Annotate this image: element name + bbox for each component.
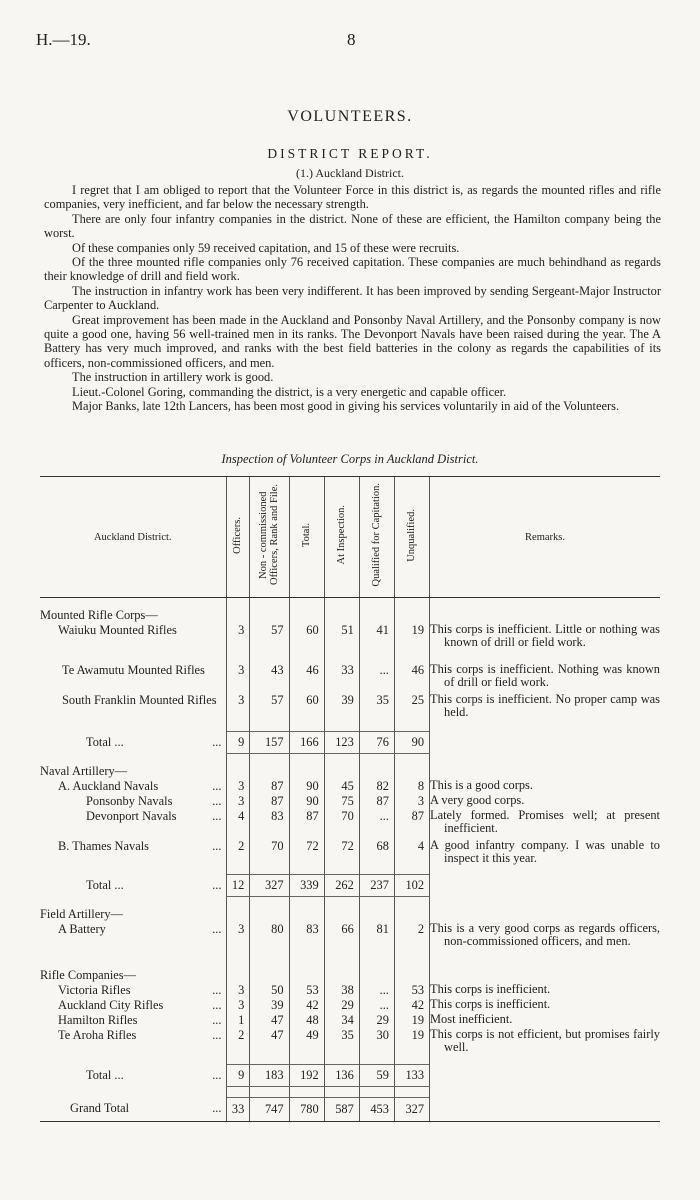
officers-cell: 12: [226, 875, 250, 897]
leader-dots: ...: [212, 983, 222, 997]
paragraph: I regret that I am obliged to report that the Volunteer Force in this district is, as regards the mounted rifles and rifle companies, very inefficient, and far below the necessary strength.: [44, 183, 661, 212]
total-label: Total ...: [86, 1067, 124, 1082]
group-label: Naval Artillery—: [40, 763, 128, 778]
unqualified-cell: 19: [394, 1028, 429, 1064]
officers-cell: 3: [226, 794, 250, 809]
officers-cell: 2: [226, 1028, 250, 1064]
leader-dots: ...: [212, 1013, 222, 1027]
leader-dots: ...: [212, 734, 222, 749]
leader-dots: ...: [212, 998, 222, 1012]
table-row: [40, 623, 660, 663]
total-cell: 42: [289, 998, 324, 1013]
nco-cell: 183: [250, 1064, 289, 1086]
leader-dots: ...: [212, 1101, 222, 1116]
inspection-cell: 136: [324, 1064, 359, 1086]
table-row: [40, 663, 660, 693]
page-number: 8: [347, 30, 356, 49]
table-row: [40, 998, 660, 1013]
total-row: [40, 1064, 660, 1086]
nco-cell: 70: [250, 839, 289, 875]
corps-name: B. Thames Navals: [58, 838, 149, 853]
leader-dots: ...: [212, 1028, 222, 1042]
total-cell: 87: [289, 809, 324, 839]
qualified-cell: 76: [359, 731, 394, 753]
inspection-cell: 33: [324, 663, 359, 693]
qualified-cell: 82: [359, 779, 394, 794]
leader-dots: ...: [212, 878, 222, 892]
total-cell: 48: [289, 1013, 324, 1028]
table-row: [40, 1028, 660, 1064]
group-row: [40, 907, 660, 922]
unqualified-cell: 46: [394, 663, 429, 693]
officers-cell: 3: [226, 663, 250, 693]
page-ref: H.—19.: [36, 30, 91, 49]
officers-cell: 33: [226, 1097, 250, 1121]
nco-cell: 50: [250, 983, 289, 998]
officers-cell: 2: [226, 839, 250, 875]
table-row: [40, 983, 660, 998]
total-cell: 53: [289, 983, 324, 998]
table-row: [40, 922, 660, 968]
leader-dots: ...: [212, 808, 222, 823]
remarks-cell: This corps is inefficient. No proper camp was held.: [430, 692, 660, 719]
qualified-cell: 35: [359, 693, 394, 731]
unqualified-cell: 327: [394, 1097, 429, 1121]
paragraph: Of these companies only 59 received capitation, and 15 of these were recruits.: [72, 240, 460, 255]
inspection-cell: 75: [324, 794, 359, 809]
inspection-cell: 29: [324, 998, 359, 1013]
remarks-cell: This corps is inefficient. Nothing was known of drill or field work.: [430, 662, 660, 689]
nco-cell: 87: [250, 779, 289, 794]
leader-dots: ...: [212, 778, 222, 793]
leader-dots: ...: [212, 922, 222, 936]
total-cell: 46: [289, 663, 324, 693]
corps-name: Devonport Navals: [86, 808, 177, 823]
leader-dots: ...: [212, 793, 222, 808]
paragraph: The instruction in infantry work has been very indifferent. It has been improved by sending Sergeant-Major Instructor Carpenter to Auckland.: [44, 283, 661, 313]
qualified-cell: 237: [359, 875, 394, 897]
grand-total-row: [40, 1097, 660, 1121]
nco-cell: 57: [250, 623, 289, 663]
total-cell: 49: [289, 1028, 324, 1064]
table-row: [40, 779, 660, 794]
inspection-cell: 51: [324, 623, 359, 663]
table-row: [40, 839, 660, 875]
group-row: [40, 608, 660, 623]
qualified-cell: ...: [359, 998, 394, 1013]
table-row: [40, 809, 660, 839]
total-cell: 90: [289, 794, 324, 809]
unqualified-cell: 19: [394, 1013, 429, 1028]
total-row: [40, 875, 660, 897]
officers-cell: 4: [226, 809, 250, 839]
section-subtitle: (1.) Auckland District.: [296, 166, 404, 180]
corps-name: Auckland City Rifles: [58, 998, 164, 1012]
qualified-cell: 81: [359, 922, 394, 968]
qualified-cell: ...: [359, 983, 394, 998]
nco-cell: 47: [250, 1028, 289, 1064]
total-row: [40, 731, 660, 753]
officers-cell: 3: [226, 983, 250, 998]
remarks-cell: This corps is not efficient, but promises fairly well.: [430, 1027, 660, 1054]
corps-name: Waiuku Mounted Rifles: [58, 623, 177, 637]
total-cell: 166: [289, 731, 324, 753]
unqualified-cell: 53: [394, 983, 429, 998]
table-row: [40, 693, 660, 731]
qualified-cell: ...: [359, 809, 394, 839]
qualified-cell: 30: [359, 1028, 394, 1064]
paragraph: Lieut.-Colonel Goring, commanding the district, is a very energetic and capable officer.: [72, 384, 507, 399]
header-total: Total.: [301, 522, 313, 548]
officers-cell: 3: [226, 779, 250, 794]
unqualified-cell: 87: [394, 809, 429, 839]
nco-cell: 327: [250, 875, 289, 897]
header-officers: Officers.: [232, 516, 244, 554]
remarks-cell: Lately formed. Promises well; at present inefficient.: [430, 807, 660, 835]
header-at-inspection: At Inspection.: [336, 505, 348, 565]
inspection-cell: 262: [324, 875, 359, 897]
unqualified-cell: 90: [394, 731, 429, 753]
paragraph: Major Banks, late 12th Lancers, has been most good in giving his services voluntarily in aid of the Volunteers.: [72, 399, 620, 414]
total-cell: 339: [289, 875, 324, 897]
inspection-cell: 35: [324, 1028, 359, 1064]
nco-cell: 43: [250, 663, 289, 693]
corps-name: A Battery: [58, 922, 106, 936]
qualified-cell: 453: [359, 1097, 394, 1121]
qualified-cell: 29: [359, 1013, 394, 1028]
header-qualified: Qualified for Capitation.: [371, 483, 383, 587]
corps-name: A. Auckland Navals: [58, 778, 159, 793]
nco-cell: 57: [250, 693, 289, 731]
unqualified-cell: 4: [394, 839, 429, 875]
leader-dots: ...: [212, 1067, 222, 1082]
inspection-table: [40, 476, 660, 1122]
group-label: Rifle Companies—: [40, 968, 137, 982]
corps-name: Victoria Rifles: [58, 983, 131, 997]
remarks-cell: This corps is inefficient.: [430, 998, 660, 1013]
table-caption: Inspection of Volunteer Corps in Auckland District.: [221, 452, 479, 466]
section-title: DISTRICT REPORT.: [267, 146, 433, 161]
officers-cell: 3: [226, 693, 250, 731]
remarks-cell: This corps is inefficient. Little or nothing was known of drill or field work.: [430, 622, 660, 649]
total-cell: 60: [289, 693, 324, 731]
report-body: [44, 183, 661, 414]
group-label: Mounted Rifle Corps—: [40, 608, 158, 622]
total-cell: 72: [289, 839, 324, 875]
remarks-cell: A good infantry company. I was unable to inspect it this year.: [430, 837, 660, 865]
total-cell: 192: [289, 1064, 324, 1086]
nco-cell: 747: [250, 1097, 289, 1121]
qualified-cell: 68: [359, 839, 394, 875]
leader-dots: ...: [212, 838, 222, 853]
corps-name: Te Awamutu Mounted Rifles: [62, 663, 205, 677]
paragraph: The instruction in artillery work is good.: [72, 370, 274, 385]
nco-cell: 87: [250, 794, 289, 809]
group-row: [40, 968, 660, 983]
total-cell: 83: [289, 922, 324, 968]
inspection-cell: 39: [324, 693, 359, 731]
officers-cell: 3: [226, 623, 250, 663]
nco-cell: 47: [250, 1013, 289, 1028]
officers-cell: 3: [226, 998, 250, 1013]
corps-name: Te Aroha Rifles: [58, 1028, 137, 1042]
group-label: Field Artillery—: [40, 907, 123, 921]
paragraph: There are only four infantry companies in the district. None of these are efficient, the Hamilton company being the worst.: [44, 211, 661, 241]
group-row: [40, 764, 660, 779]
qualified-cell: 59: [359, 1064, 394, 1086]
officers-cell: 3: [226, 922, 250, 968]
table-row: [40, 794, 660, 809]
nco-cell: 39: [250, 998, 289, 1013]
inspection-cell: 34: [324, 1013, 359, 1028]
unqualified-cell: 102: [394, 875, 429, 897]
qualified-cell: 41: [359, 623, 394, 663]
officers-cell: 1: [226, 1013, 250, 1028]
unqualified-cell: 8: [394, 779, 429, 794]
inspection-cell: 70: [324, 809, 359, 839]
remarks-cell: A very good corps.: [430, 794, 660, 809]
officers-cell: 9: [226, 1064, 250, 1086]
inspection-cell: 123: [324, 731, 359, 753]
officers-cell: 9: [226, 731, 250, 753]
paragraph: Great improvement has been made in the Auckland and Ponsonby Naval Artillery, and the Ponsonby company is now quite a good one, having 56 well-trained men in its ranks. The Devonport Navals have been raised during the year. The A Battery has very much improved, and ranks with the best field batteries in the colony as regards the capabilities of its officers, non-commissioned officers, and men.: [44, 312, 661, 370]
header-nco: Non - commissioned Officers, Rank and File.: [258, 484, 281, 586]
nco-cell: 157: [250, 731, 289, 753]
qualified-cell: ...: [359, 663, 394, 693]
table-header: [40, 477, 660, 598]
inspection-cell: 587: [324, 1097, 359, 1121]
total-label: Total ...: [86, 878, 124, 892]
header-unqualified: Unqualified.: [406, 508, 418, 562]
header-remarks: Remarks.: [430, 477, 660, 598]
nco-cell: 83: [250, 809, 289, 839]
unqualified-cell: 42: [394, 998, 429, 1013]
unqualified-cell: 3: [394, 794, 429, 809]
inspection-cell: 38: [324, 983, 359, 998]
corps-name: Hamilton Rifles: [58, 1013, 138, 1027]
inspection-cell: 45: [324, 779, 359, 794]
total-label: Total ...: [86, 734, 124, 749]
remarks-cell: This is a very good corps as regards officers, non-commissioned officers, and men.: [430, 921, 660, 948]
page-title: VOLUNTEERS.: [287, 108, 413, 125]
qualified-cell: 87: [359, 794, 394, 809]
grand-total-label: Grand Total: [70, 1101, 130, 1116]
unqualified-cell: 19: [394, 623, 429, 663]
nco-cell: 80: [250, 922, 289, 968]
corps-name: Ponsonby Navals: [86, 793, 173, 808]
unqualified-cell: 133: [394, 1064, 429, 1086]
unqualified-cell: 25: [394, 693, 429, 731]
total-cell: 90: [289, 779, 324, 794]
remarks-cell: This is a good corps.: [430, 779, 660, 794]
table-row: [40, 1013, 660, 1028]
total-cell: 60: [289, 623, 324, 663]
corps-name: South Franklin Mounted Rifles: [62, 693, 217, 707]
unqualified-cell: 2: [394, 922, 429, 968]
inspection-cell: 72: [324, 839, 359, 875]
total-cell: 780: [289, 1097, 324, 1121]
paragraph: Of the three mounted rifle companies only 76 received capitation. These companies are much behindhand as regards their knowledge of drill and field work.: [44, 255, 661, 284]
remarks-cell: Most inefficient.: [430, 1013, 660, 1028]
inspection-cell: 66: [324, 922, 359, 968]
header-district: Auckland District.: [40, 477, 226, 598]
remarks-cell: This corps is inefficient.: [430, 983, 660, 998]
